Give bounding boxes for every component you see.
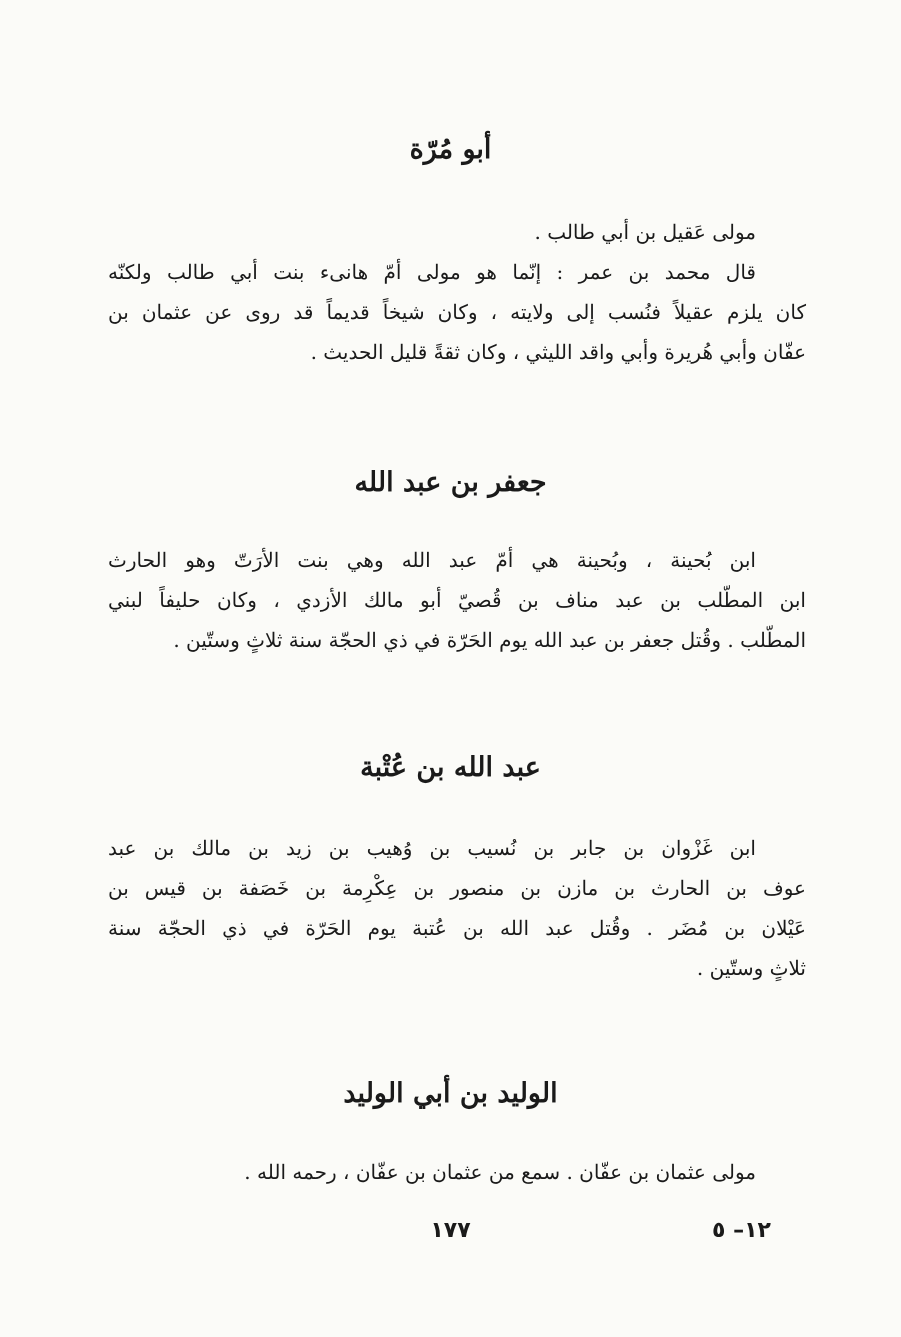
entry-title-jafar: جعفر بن عبد الله: [354, 467, 547, 498]
text-line: كان يلزم عقيلاً فنُسب إلى ولايته ، وكان شيخاً قديماً قد روى عن عثمان بن: [108, 300, 806, 324]
text-line: ابن بُحينة ، وبُحينة هي أمّ عبد الله وهي بنت الأرَتّ وهو الحارث: [108, 548, 756, 572]
text-line: عَيْلان بن مُضَر . وقُتل عبد الله بن عُتبة يوم الحَرّة في ذي الحجّة سنة: [108, 916, 806, 940]
text-line: قال محمد بن عمر : إنّما هو مولى أمّ هانىء بنت أبي طالب ولكنّه: [108, 260, 756, 284]
text-line: مولى عثمان بن عفّان . سمع من عثمان بن عفّان ، رحمه الله .: [244, 1160, 756, 1184]
text-line: مولى عَقيل بن أبي طالب .: [534, 220, 756, 244]
entry-body-abu-murra: [108, 212, 806, 372]
text-line: عوف بن الحارث بن مازن بن منصور بن عِكْرِمة بن خَصَفة بن قيس بن: [108, 876, 806, 900]
text-line: ابن غَزْوان بن جابر بن نُسيب بن وُهيب بن زيد بن مالك بن عبد: [108, 836, 756, 860]
entry-title-abu-murra: أبو مُرّة: [409, 134, 492, 165]
entry-title-abdallah-utba: عبد الله بن عُتْبة: [360, 752, 541, 783]
text-line: ثلاثٍ وستّين .: [696, 956, 806, 980]
entry-body-walid: [108, 1152, 806, 1192]
entry-body-jafar: [108, 540, 806, 660]
text-line: المطّلب . وقُتل جعفر بن عبد الله يوم الحَرّة في ذي الحجّة سنة ثلاثٍ وستّين .: [173, 628, 806, 652]
page-number: ١٧٧: [430, 1218, 471, 1243]
text-line: عفّان وأبي هُريرة وأبي واقد الليثي ، وكان ثقةً قليل الحديث .: [310, 340, 806, 364]
entry-title-walid: الوليد بن أبي الوليد: [343, 1078, 558, 1109]
entry-body-abdallah-utba: [108, 828, 806, 988]
text-line: ابن المطّلب بن عبد مناف بن قُصيّ أبو مالك الأزدي ، وكان حليفاً لبني: [108, 588, 806, 612]
signature-mark: ١٢– ٥: [712, 1218, 771, 1243]
